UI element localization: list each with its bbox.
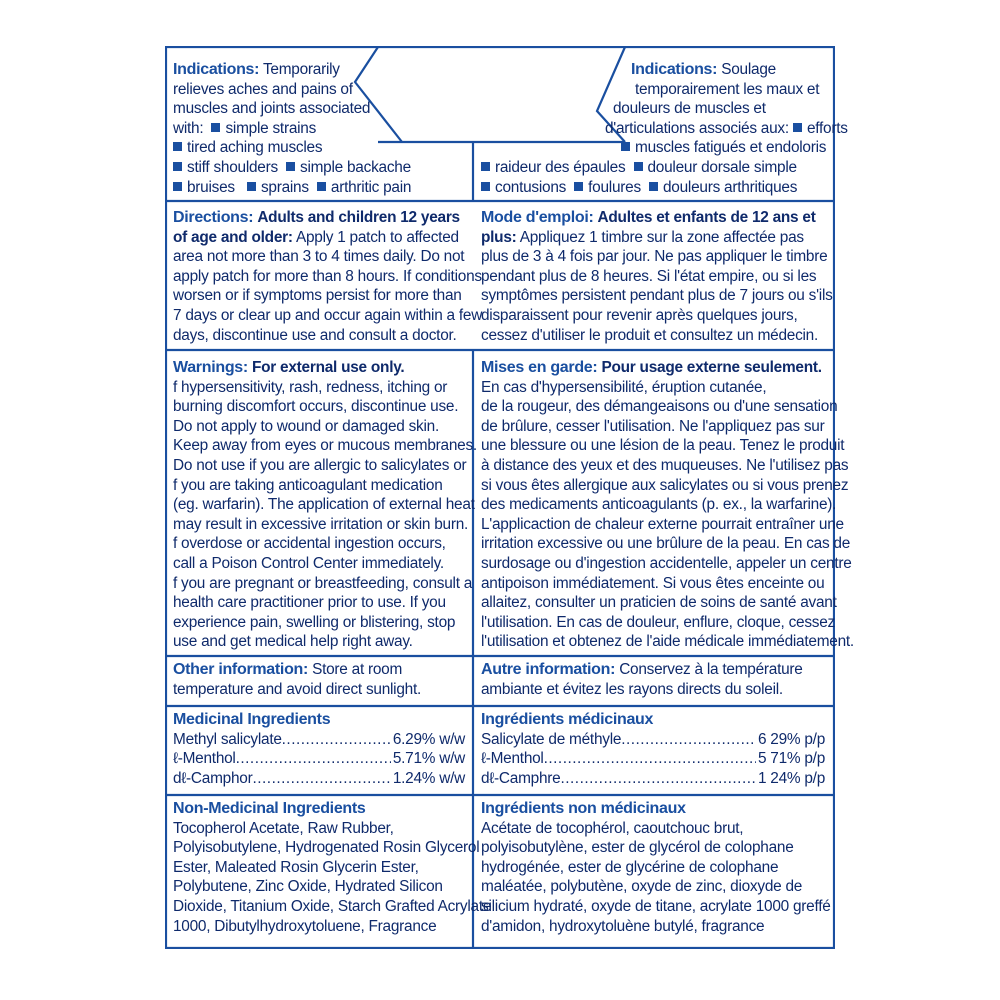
- ingredient-row: [173, 769, 465, 789]
- fr-indications-heading: Indications:: [631, 61, 718, 78]
- bullet-icon: [481, 162, 490, 171]
- ingredient-row: [173, 730, 465, 750]
- fr-warnings-line: une blessure ou une lésion de la peau. Tenez le produit: [481, 437, 845, 455]
- ingredient-name: dℓ-Camphor: [173, 769, 253, 787]
- ingredient-row: [481, 730, 825, 750]
- en-directions-heading: Directions:: [173, 209, 254, 226]
- en-directions-bold: Adults and children 12 years: [257, 209, 460, 226]
- bullet-icon: [317, 182, 326, 191]
- en-warnings-line: call a Poison Control Center immediately.: [173, 554, 444, 572]
- dot-leader: [252, 769, 390, 789]
- fr-indications-line: temporairement les maux et: [635, 80, 820, 98]
- en-medicinal-heading: Medicinal Ingredients: [173, 711, 331, 728]
- en-directions-line: worsen or if symptoms persist for more than: [173, 287, 462, 305]
- en-indication-item: sprains: [260, 178, 309, 196]
- bullet-icon: [621, 142, 630, 151]
- en-warnings-line: use and get medical help right away.: [173, 633, 413, 651]
- en-indication-item: tired aching muscles: [187, 139, 323, 157]
- fr-directions-line: Appliquez 1 timbre sur la zone affectée pas: [519, 228, 804, 246]
- fr-non-medicinal-line: maléatée, polybutène, oxyde de zinc, dioxyde de: [481, 878, 803, 896]
- fr-indications-line: douleurs de muscles et: [613, 100, 766, 118]
- en-directions-line: Apply 1 patch to affected: [295, 228, 459, 246]
- ingredient-value: 1.24% w/w: [392, 769, 465, 787]
- fr-warnings-line: l'utilisation. En cas de douleur, enflure, cloque, cessez: [481, 613, 836, 631]
- bullet-icon: [247, 182, 256, 191]
- fr-other-line: ambiante et évitez les rayons directs du soleil.: [481, 680, 783, 698]
- fr-indications-line: Soulage: [721, 61, 776, 78]
- en-other-heading: Other information:: [173, 661, 309, 678]
- ingredient-value: 6.29% w/w: [392, 730, 465, 748]
- en-indication-item: simple backache: [300, 158, 411, 176]
- fr-non-medicinal-line: hydrogénée, ester de glycérine de colophane: [481, 858, 779, 876]
- fr-directions-line: disparaissent pour revenir après quelques jours,: [481, 306, 798, 324]
- en-non-medicinal-line: 1000, Dibutylhydroxytoluene, Fragrance: [173, 917, 437, 935]
- dot-leader: [282, 730, 391, 750]
- bullet-icon: [793, 123, 802, 132]
- en-non-medicinal-line: Polybutene, Zinc Oxide, Hydrated Silicon: [173, 878, 443, 896]
- en-indications: [173, 60, 433, 197]
- fr-directions: [481, 208, 831, 345]
- en-medicinal-ingredients: [173, 710, 465, 788]
- bullet-icon: [173, 142, 182, 151]
- en-warnings-line: (eg. warfarin). The application of external heat: [173, 496, 475, 514]
- dot-leader: [621, 730, 756, 750]
- en-indication-item: arthritic pain: [330, 178, 412, 196]
- en-indications-line: muscles and joints associated: [173, 100, 371, 118]
- en-indication-item: simple strains: [225, 119, 317, 137]
- en-warnings-line: f you are pregnant or breastfeeding, consult a: [173, 574, 473, 592]
- fr-directions-line: cessez d'utiliser le produit et consultez un médecin.: [481, 326, 819, 344]
- ingredient-name: Methyl salicylate: [173, 730, 282, 748]
- fr-non-medicinal-line: silicium hydraté, oxyde de titane, acrylate 1000 greffé: [481, 897, 831, 915]
- fr-other-heading: Autre information:: [481, 661, 616, 678]
- en-warnings-line: f you are taking anticoagulant medication: [173, 476, 443, 494]
- fr-indication-item: efforts: [806, 119, 848, 137]
- en-indications-line: with:: [173, 119, 204, 137]
- fr-warnings-line: à distance des yeux et des muqueuses. Ne l'utilisez pas: [481, 456, 849, 474]
- ingredient-value: 5 71% p/p: [757, 750, 825, 768]
- en-indication-item: bruises: [187, 178, 235, 196]
- en-non-medicinal-line: Dioxide, Titanium Oxide, Starch Grafted Acrylate: [173, 897, 492, 915]
- fr-other-information: [481, 660, 831, 699]
- en-indications-heading: Indications:: [173, 61, 260, 78]
- en-directions: [173, 208, 483, 345]
- dot-leader: [236, 749, 391, 769]
- dot-leader: [560, 769, 755, 789]
- ingredient-row: [481, 769, 825, 789]
- en-indications-line: relieves aches and pains of: [173, 80, 353, 98]
- fr-warnings-bold: Pour usage externe seulement.: [601, 359, 822, 376]
- bullet-icon: [211, 123, 220, 132]
- en-warnings-line: Do not apply to wound or damaged skin.: [173, 417, 439, 435]
- en-directions-line: 7 days or clear up and occur again within a few: [173, 306, 483, 324]
- fr-non-medicinal-line: polyisobutylène, ester de glycérol de colophane: [481, 839, 794, 857]
- fr-warnings-line: des medicaments anticoagulants (p. ex., la warfarine).: [481, 496, 837, 514]
- ingredient-row: [173, 749, 465, 769]
- ingredient-name: ℓ-Menthol: [481, 750, 544, 768]
- fr-warnings-line: L'applicaction de chaleur externe pourrait entraîner une: [481, 515, 844, 533]
- en-warnings: [173, 358, 477, 652]
- en-directions-bold: of age and older:: [173, 228, 293, 246]
- fr-warnings: [481, 358, 854, 652]
- fr-indication-item: contusions: [495, 178, 567, 196]
- fr-warnings-line: irritation excessive ou une brûlure de la peau. En cas de: [481, 535, 851, 553]
- fr-medicinal-ingredients: [481, 710, 825, 788]
- en-warnings-line: burning discomfort occurs, discontinue use.: [173, 398, 459, 416]
- fr-warnings-line: surdosage ou d'ingestion accidentelle, appeler un centre: [481, 554, 852, 572]
- en-other-line: temperature and avoid direct sunlight.: [173, 680, 422, 698]
- fr-non-medicinal-ingredients: [481, 799, 831, 936]
- ingredient-value: 5.71% w/w: [392, 750, 465, 768]
- fr-directions-line: symptômes persistent pendant plus de 7 jours ou s'ils: [481, 287, 833, 305]
- bullet-icon: [286, 162, 295, 171]
- bullet-icon: [634, 162, 643, 171]
- en-warnings-line: experience pain, swelling or blistering, stop: [173, 613, 456, 631]
- en-directions-line: area not more than 3 to 4 times daily. Do not: [173, 248, 465, 266]
- fr-indication-item: douleur dorsale simple: [647, 158, 797, 176]
- fr-non-medicinal-line: d'amidon, hydroxytoluène butylé, fragrance: [481, 917, 765, 935]
- dot-leader: [544, 749, 756, 769]
- en-warnings-line: health care practitioner prior to use. If you: [173, 594, 446, 612]
- bullet-icon: [481, 182, 490, 191]
- ingredient-name: dℓ-Camphre: [481, 769, 561, 787]
- en-warnings-line: f hypersensitivity, rash, redness, itching or: [173, 378, 448, 396]
- en-directions-line: days, discontinue use and consult a doctor.: [173, 326, 457, 344]
- fr-warnings-line: l'utilisation et obtenez de l'aide médicale immédiatement.: [481, 633, 854, 651]
- en-warnings-bold: For external use only.: [251, 359, 405, 376]
- en-warnings-line: f overdose or accidental ingestion occurs,: [173, 535, 446, 553]
- en-other-information: [173, 660, 469, 699]
- fr-warnings-line: En cas d'hypersensibilité, éruption cutanée,: [481, 378, 767, 396]
- fr-warnings-line: allaitez, consulter un praticien de soins de santé avant: [481, 594, 837, 612]
- ingredient-name: Salicylate de méthyle: [481, 730, 622, 748]
- fr-indication-item: raideur des épaules: [495, 158, 626, 176]
- fr-warnings-line: de brûlure, cesser l'utilisation. Ne l'appliquez pas sur: [481, 417, 825, 435]
- fr-warnings-heading: Mises en garde:: [481, 359, 598, 376]
- ingredient-value: 6 29% p/p: [757, 730, 825, 748]
- ingredient-row: [481, 749, 825, 769]
- fr-directions-line: plus de 3 à 4 fois par jour. Ne pas appliquer le timbre: [481, 248, 828, 266]
- fr-directions-heading: Mode d'emploi:: [481, 209, 594, 226]
- fr-directions-line: pendant plus de 8 heures. Si l'état empire, ou si les: [481, 267, 817, 285]
- fr-indication-item: muscles fatigués et endoloris: [635, 139, 827, 157]
- en-non-medicinal-ingredients: [173, 799, 492, 936]
- fr-non-medicinal-heading: Ingrédients non médicinaux: [481, 800, 686, 817]
- en-warnings-heading: Warnings:: [173, 359, 248, 376]
- ingredient-name: ℓ-Menthol: [173, 750, 236, 768]
- en-non-medicinal-line: Polyisobutylene, Hydrogenated Rosin Glycerol: [173, 839, 480, 857]
- fr-directions-bold: plus:: [481, 228, 517, 246]
- bullet-icon: [574, 182, 583, 191]
- fr-indications-line: d'articulations associés aux:: [605, 119, 789, 137]
- en-warnings-line: Do not use if you are allergic to salicylates or: [173, 456, 467, 474]
- en-directions-line: apply patch for more than 8 hours. If conditions: [173, 267, 482, 285]
- en-indications-line: Temporarily: [262, 61, 340, 78]
- fr-indication-item: douleurs arthritiques: [662, 178, 798, 196]
- bullet-icon: [173, 182, 182, 191]
- en-other-line: Store at room: [312, 661, 403, 678]
- bullet-icon: [649, 182, 658, 191]
- en-non-medicinal-line: Tocopherol Acetate, Raw Rubber,: [173, 819, 394, 837]
- en-non-medicinal-heading: Non-Medicinal Ingredients: [173, 800, 366, 817]
- fr-warnings-line: antipoison immédiatement. Si vous êtes enceinte ou: [481, 574, 825, 592]
- en-indication-item: stiff shoulders: [187, 158, 278, 176]
- fr-medicinal-heading: Ingrédients médicinaux: [481, 711, 654, 728]
- fr-non-medicinal-line: Acétate de tocophérol, caoutchouc brut,: [481, 819, 744, 837]
- en-warnings-line: Keep away from eyes or mucous membranes.: [173, 437, 477, 455]
- fr-indications: [481, 60, 848, 197]
- fr-warnings-line: si vous êtes allergique aux salicylates ou si vous prenez: [481, 476, 849, 494]
- fr-directions-bold: Adultes et enfants de 12 ans et: [597, 209, 816, 226]
- fr-indication-item: foulures: [588, 178, 641, 196]
- ingredient-value: 1 24% p/p: [757, 769, 825, 787]
- en-warnings-line: may result in excessive irritation or skin burn.: [173, 515, 469, 533]
- fr-warnings-line: de la rougeur, des démangeaisons ou d'une sensation: [481, 398, 838, 416]
- en-non-medicinal-line: Ester, Maleated Rosin Glycerin Ester,: [173, 858, 419, 876]
- bullet-icon: [173, 162, 182, 171]
- drug-facts-label: [165, 46, 854, 949]
- fr-other-line: Conservez à la température: [619, 661, 803, 678]
